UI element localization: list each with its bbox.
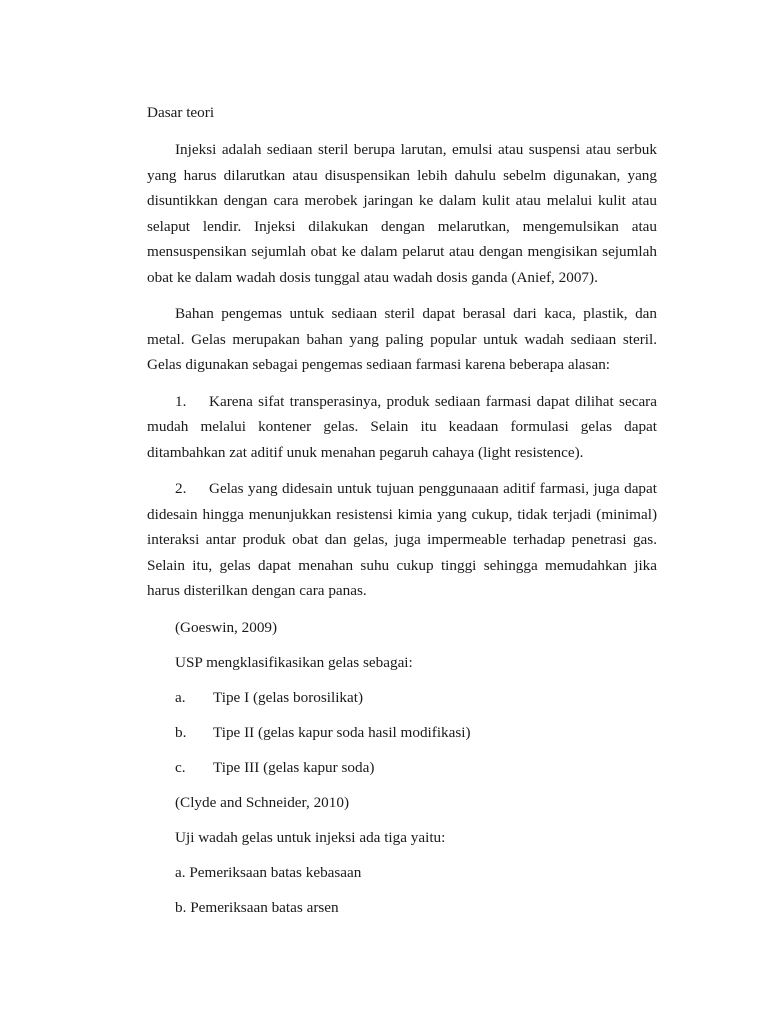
numbered-item-2: [147, 476, 657, 604]
citation-clyde: (Clyde and Schneider, 2010): [175, 793, 350, 811]
uji-intro: Uji wadah gelas untuk injeksi ada tiga yaitu:: [175, 828, 446, 846]
list-marker: a.: [175, 688, 186, 706]
list-marker: b.: [175, 723, 187, 741]
numbered-item-1: [147, 389, 657, 466]
usp-type-c: [147, 755, 657, 780]
usp-type-a: [147, 685, 657, 710]
usp-intro: USP mengklasifikasikan gelas sebagai:: [175, 653, 413, 671]
item-text: Gelas yang didesain untuk tujuan penggunaaan aditif farmasi, juga dapat didesain hingga menunjukkan resistensi kimia yang cukup, tidak terjadi (minimal) interaksi antar produk obat dan gelas, juga impermeable terhadap penetrasi gas. Selain itu, gelas dapat menahan suhu cukup tinggi sehingga memudahkan jika harus disterilkan dengan cara panas.: [147, 480, 657, 599]
uji-item-b: b. Pemeriksaan batas arsen: [175, 898, 339, 916]
list-text: Tipe II (gelas kapur soda hasil modifikasi): [213, 723, 471, 741]
list-text: Tipe III (gelas kapur soda): [213, 758, 375, 776]
item-number: 2.: [175, 480, 187, 497]
citation-goeswin: (Goeswin, 2009): [175, 618, 278, 636]
item-number: 1.: [175, 392, 187, 410]
uji-item-a: a. Pemeriksaan batas kebasaan: [175, 863, 362, 881]
document-page: [147, 100, 657, 930]
paragraph-bahan-pengemas: Bahan pengemas untuk sediaan steril dapat berasal dari kaca, plastik, dan metal. Gelas merupakan bahan yang paling popular untuk wadah sediaan steril. Gelas digunakan sebagai pengemas sediaan farmasi karena beberapa alasan:: [147, 305, 657, 373]
paragraph-injeksi: Injeksi adalah sediaan steril berupa larutan, emulsi atau suspensi atau serbuk yang harus dilarutkan atau disuspensikan lebih dahulu sebelm digunakan, yang disuntikkan dengan cara merobek jaringan ke dalam kulit atau melalui kulit atau selaput lendir. Injeksi dilakukan dengan melarutkan, mengemulsikan atau mensuspensikan sejumlah obat ke dalam pelarut atau dengan mengisikan sejumlah obat ke dalam wadah dosis tunggal atau wadah dosis ganda (Anief, 2007).: [147, 141, 657, 286]
list-text: Tipe I (gelas borosilikat): [213, 688, 364, 706]
section-heading: Dasar teori: [147, 104, 215, 121]
usp-type-b: [147, 720, 657, 745]
list-marker: c.: [175, 758, 186, 776]
item-text: Karena sifat transperasinya, produk sediaan farmasi dapat dilihat secara mudah melalui kontener gelas. Selain itu keadaan formulasi gelas dapat ditambahkan zat aditif unuk menahan pegaruh cahaya (light resistence).: [147, 392, 657, 461]
